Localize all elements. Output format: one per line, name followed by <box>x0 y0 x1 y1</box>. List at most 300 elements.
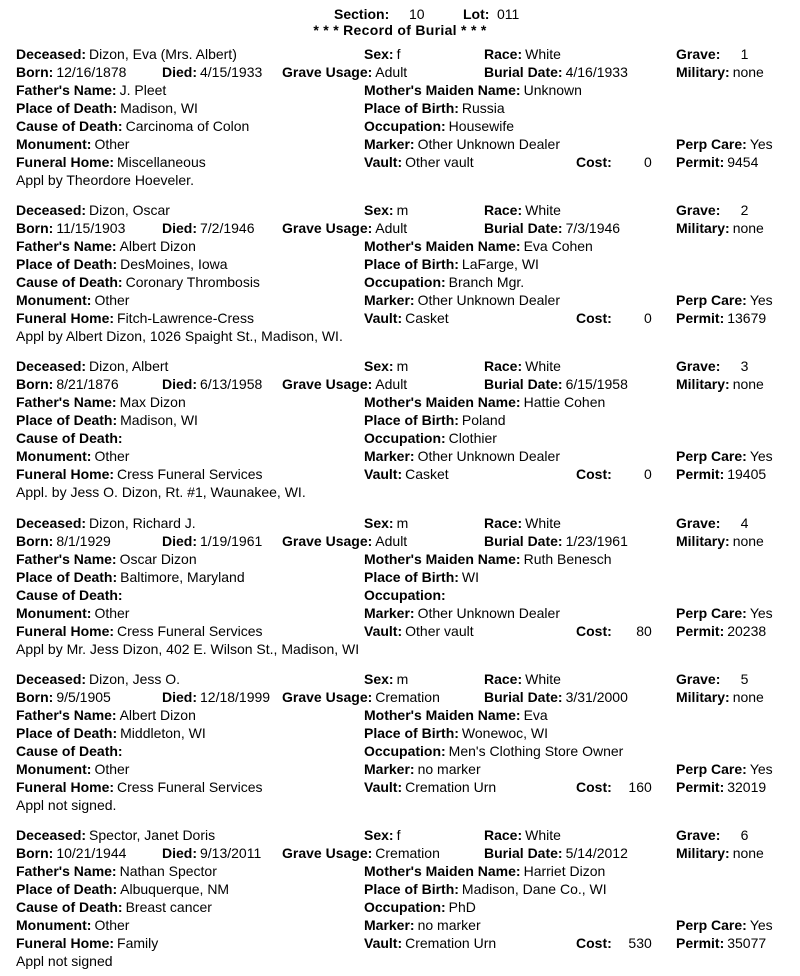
grave-usage-value: Adult <box>375 376 408 392</box>
born-label: Born: <box>16 845 54 861</box>
record-row <box>0 796 800 814</box>
permit-label: Permit: <box>676 466 725 482</box>
burial-date-value: 7/3/1946 <box>565 220 621 236</box>
race-label: Race: <box>484 358 523 374</box>
occupation-value: Clothier <box>448 430 497 446</box>
funeral-home-label: Funeral Home: <box>16 154 115 170</box>
record-row <box>0 640 800 658</box>
appl-text: Appl by Mr. Jess Dizon, 402 E. Wilson St., Madison, WI <box>16 641 360 657</box>
record-row <box>0 393 800 411</box>
grave-usage-label: Grave Usage: <box>282 689 373 705</box>
cost-field <box>576 778 652 796</box>
monument-value: Other <box>94 292 130 308</box>
monument-label: Monument: <box>16 605 92 621</box>
race-field <box>484 826 561 844</box>
sex-field <box>364 670 408 688</box>
place-of-death-label: Place of Death: <box>16 881 118 897</box>
grave-usage-label: Grave Usage: <box>282 220 373 236</box>
funeral-home-label: Funeral Home: <box>16 466 115 482</box>
place-of-death-label: Place of Death: <box>16 569 118 585</box>
funeral-home-label: Funeral Home: <box>16 310 115 326</box>
burial-date-value: 6/15/1958 <box>565 376 628 392</box>
grave-value: 3 <box>740 358 749 374</box>
race-label: Race: <box>484 202 523 218</box>
place-of-death-value: Madison, WI <box>120 412 198 428</box>
place-of-death-label: Place of Death: <box>16 256 118 272</box>
mothers-maiden-name-field <box>364 862 605 880</box>
deceased-value: Dizon, Richard J. <box>89 515 196 531</box>
place-of-birth-value: Poland <box>461 412 506 428</box>
place-of-death-field <box>16 568 245 586</box>
appl-text: Appl by Albert Dizon, 1026 Spaight St., Madison, WI. <box>16 328 343 344</box>
perp-care-value: Yes <box>749 136 773 152</box>
record-row <box>0 273 800 291</box>
occupation-field <box>364 742 623 760</box>
military-value: none <box>732 64 764 80</box>
cause-of-death-field <box>16 117 249 135</box>
fathers-name-label: Father's Name: <box>16 551 117 567</box>
cost-value: 0 <box>643 310 652 326</box>
military-field <box>676 219 764 237</box>
born-label: Born: <box>16 533 54 549</box>
military-label: Military: <box>676 64 730 80</box>
sex-field <box>364 826 400 844</box>
marker-field <box>364 760 481 778</box>
military-value: none <box>732 376 764 392</box>
born-field <box>16 375 119 393</box>
record-row <box>0 688 800 706</box>
perp-care-field <box>676 760 773 778</box>
race-label: Race: <box>484 515 523 531</box>
record-row <box>0 171 800 189</box>
military-field <box>676 532 764 550</box>
cause-of-death-value: Breast cancer <box>125 899 212 915</box>
occupation-label: Occupation: <box>364 430 446 446</box>
fathers-name-field <box>16 237 196 255</box>
fathers-name-value: Albert Dizon <box>119 238 196 254</box>
record-row <box>0 952 800 970</box>
permit-value: 20238 <box>727 623 767 639</box>
cost-label: Cost: <box>576 310 612 326</box>
fathers-name-field <box>16 393 186 411</box>
deceased-value: Dizon, Albert <box>89 358 169 374</box>
grave-usage-value: Adult <box>375 220 408 236</box>
record-row <box>0 934 800 952</box>
monument-value: Other <box>94 605 130 621</box>
race-field <box>484 201 561 219</box>
died-value: 9/13/2011 <box>200 845 262 861</box>
burial-record <box>0 45 800 195</box>
burial-date-value: 5/14/2012 <box>565 845 628 861</box>
born-value: 11/15/1903 <box>56 220 126 236</box>
vault-value: Cremation Urn <box>405 779 497 795</box>
record-row <box>0 622 800 640</box>
place-of-birth-value: Russia <box>461 100 505 116</box>
place-of-birth-label: Place of Birth: <box>364 100 459 116</box>
fathers-name-field <box>16 81 166 99</box>
cause-of-death-field <box>16 742 126 760</box>
place-of-birth-label: Place of Birth: <box>364 881 459 897</box>
sex-field <box>364 514 408 532</box>
occupation-value: Men's Clothing Store Owner <box>448 743 624 759</box>
marker-label: Marker: <box>364 448 415 464</box>
occupation-value: PhD <box>448 899 476 915</box>
deceased-label: Deceased: <box>16 202 87 218</box>
sex-field <box>364 357 408 375</box>
grave-value: 5 <box>740 671 749 687</box>
grave-usage-field <box>282 219 407 237</box>
marker-field <box>364 604 560 622</box>
military-label: Military: <box>676 689 730 705</box>
record-row <box>0 916 800 934</box>
grave-value: 2 <box>740 202 749 218</box>
vault-label: Vault: <box>364 310 403 326</box>
funeral-home-label: Funeral Home: <box>16 935 115 951</box>
mothers-maiden-name-field <box>364 550 612 568</box>
funeral-home-field <box>16 309 254 327</box>
place-of-death-label: Place of Death: <box>16 100 118 116</box>
burial-date-label: Burial Date: <box>484 64 563 80</box>
monument-label: Monument: <box>16 292 92 308</box>
record-row <box>0 447 800 465</box>
race-value: White <box>525 202 561 218</box>
marker-field <box>364 916 481 934</box>
burial-record <box>0 201 800 351</box>
vault-value: Casket <box>405 310 449 326</box>
cost-label: Cost: <box>576 154 612 170</box>
deceased-value: Dizon, Jess O. <box>89 671 181 687</box>
monument-value: Other <box>94 136 130 152</box>
burial-date-label: Burial Date: <box>484 220 563 236</box>
vault-value: Other vault <box>405 623 474 639</box>
vault-value: Casket <box>405 466 449 482</box>
cost-value: 0 <box>643 154 652 170</box>
military-field <box>676 375 764 393</box>
cause-of-death-value: Carcinoma of Colon <box>125 118 250 134</box>
monument-field <box>16 916 129 934</box>
fathers-name-label: Father's Name: <box>16 863 117 879</box>
race-value: White <box>525 358 561 374</box>
permit-label: Permit: <box>676 935 725 951</box>
cost-field <box>576 934 652 952</box>
record-row <box>0 898 800 916</box>
place-of-birth-label: Place of Birth: <box>364 412 459 428</box>
perp-care-value: Yes <box>749 761 773 777</box>
record-row <box>0 291 800 309</box>
vault-field <box>364 622 474 640</box>
vault-label: Vault: <box>364 935 403 951</box>
sex-label: Sex: <box>364 671 394 687</box>
occupation-label: Occupation: <box>364 274 446 290</box>
record-row <box>0 514 800 532</box>
marker-value: no marker <box>417 761 481 777</box>
occupation-field <box>364 586 449 604</box>
mothers-maiden-name-label: Mother's Maiden Name: <box>364 707 521 723</box>
perp-care-label: Perp Care: <box>676 605 747 621</box>
place-of-birth-field <box>364 411 506 429</box>
grave-usage-value: Adult <box>375 533 408 549</box>
place-of-death-value: Madison, WI <box>120 100 198 116</box>
cost-field <box>576 465 652 483</box>
deceased-label: Deceased: <box>16 515 87 531</box>
military-value: none <box>732 689 764 705</box>
mothers-maiden-name-label: Mother's Maiden Name: <box>364 238 521 254</box>
record-row <box>0 63 800 81</box>
place-of-birth-value: Madison, Dane Co., WI <box>461 881 607 897</box>
born-field <box>16 844 126 862</box>
grave-field <box>676 826 748 844</box>
funeral-home-value: Family <box>117 935 159 951</box>
cause-of-death-field <box>16 273 260 291</box>
mothers-maiden-name-value: Hattie Cohen <box>523 394 606 410</box>
cost-label: Cost: <box>576 779 612 795</box>
record-row <box>0 237 800 255</box>
deceased-field <box>16 670 180 688</box>
grave-value: 6 <box>740 827 749 843</box>
died-field <box>162 844 261 862</box>
mothers-maiden-name-field <box>364 237 593 255</box>
vault-field <box>364 778 496 796</box>
record-row <box>0 255 800 273</box>
grave-field <box>676 45 748 63</box>
permit-value: 32019 <box>727 779 767 795</box>
deceased-field <box>16 357 168 375</box>
fathers-name-value: Max Dizon <box>119 394 186 410</box>
burial-record <box>0 357 800 507</box>
funeral-home-field <box>16 778 263 796</box>
cause-of-death-field <box>16 898 212 916</box>
sex-field <box>364 45 400 63</box>
died-value: 12/18/1999 <box>200 689 271 705</box>
record-row <box>0 117 800 135</box>
died-field <box>162 375 262 393</box>
monument-value: Other <box>94 448 130 464</box>
sex-label: Sex: <box>364 827 394 843</box>
grave-usage-value: Adult <box>375 64 408 80</box>
permit-label: Permit: <box>676 779 725 795</box>
race-field <box>484 357 561 375</box>
born-value: 8/1/1929 <box>56 533 111 549</box>
place-of-death-value: Baltimore, Maryland <box>120 569 245 585</box>
marker-label: Marker: <box>364 917 415 933</box>
section-label: Section: <box>334 6 390 22</box>
cost-field <box>576 309 652 327</box>
grave-usage-field <box>282 375 407 393</box>
monument-field <box>16 135 129 153</box>
military-value: none <box>732 533 764 549</box>
record-row <box>0 219 800 237</box>
appl-text: Appl by Theordore Hoeveler. <box>16 172 194 188</box>
occupation-label: Occupation: <box>364 743 446 759</box>
perp-care-value: Yes <box>749 605 773 621</box>
place-of-birth-label: Place of Birth: <box>364 256 459 272</box>
deceased-field <box>16 45 237 63</box>
born-value: 8/21/1876 <box>56 376 119 392</box>
sex-value: m <box>396 515 409 531</box>
deceased-label: Deceased: <box>16 671 87 687</box>
cost-value: 80 <box>636 623 652 639</box>
military-label: Military: <box>676 845 730 861</box>
place-of-death-field <box>16 411 198 429</box>
occupation-field <box>364 429 497 447</box>
died-value: 4/15/1933 <box>200 64 263 80</box>
record-row <box>0 706 800 724</box>
fathers-name-label: Father's Name: <box>16 707 117 723</box>
funeral-home-field <box>16 465 263 483</box>
grave-value: 4 <box>740 515 749 531</box>
burial-date-label: Burial Date: <box>484 845 563 861</box>
vault-label: Vault: <box>364 623 403 639</box>
record-row <box>0 375 800 393</box>
funeral-home-value: Cress Funeral Services <box>117 623 263 639</box>
race-value: White <box>525 515 561 531</box>
marker-value: Other Unknown Dealer <box>417 605 560 621</box>
mothers-maiden-name-value: Harriet Dizon <box>523 863 606 879</box>
monument-label: Monument: <box>16 761 92 777</box>
mothers-maiden-name-label: Mother's Maiden Name: <box>364 863 521 879</box>
vault-field <box>364 934 496 952</box>
record-row <box>0 844 800 862</box>
funeral-home-value: Cress Funeral Services <box>117 779 263 795</box>
place-of-birth-value: LaFarge, WI <box>461 256 539 272</box>
fathers-name-field <box>16 862 217 880</box>
monument-field <box>16 291 129 309</box>
appl-field <box>16 171 194 189</box>
race-label: Race: <box>484 46 523 62</box>
record-row <box>0 81 800 99</box>
marker-value: Other Unknown Dealer <box>417 136 560 152</box>
record-row <box>0 357 800 375</box>
marker-label: Marker: <box>364 292 415 308</box>
grave-field <box>676 357 748 375</box>
vault-label: Vault: <box>364 466 403 482</box>
funeral-home-value: Fitch-Lawrence-Cress <box>117 310 254 326</box>
occupation-value: Housewife <box>448 118 515 134</box>
cost-label: Cost: <box>576 466 612 482</box>
sex-label: Sex: <box>364 515 394 531</box>
military-label: Military: <box>676 220 730 236</box>
military-label: Military: <box>676 533 730 549</box>
born-field <box>16 532 111 550</box>
died-label: Died: <box>162 533 197 549</box>
mothers-maiden-name-value: Eva Cohen <box>523 238 593 254</box>
military-field <box>676 688 764 706</box>
burial-record <box>0 514 800 664</box>
cost-label: Cost: <box>576 623 612 639</box>
marker-value: Other Unknown Dealer <box>417 292 560 308</box>
place-of-birth-label: Place of Birth: <box>364 725 459 741</box>
grave-label: Grave: <box>676 358 721 374</box>
marker-field <box>364 135 560 153</box>
fathers-name-value: Nathan Spector <box>119 863 217 879</box>
appl-field <box>16 327 343 345</box>
page-header <box>0 5 800 37</box>
perp-care-label: Perp Care: <box>676 761 747 777</box>
perp-care-label: Perp Care: <box>676 136 747 152</box>
place-of-death-value: DesMoines, Iowa <box>120 256 228 272</box>
cost-label: Cost: <box>576 935 612 951</box>
cause-of-death-label: Cause of Death: <box>16 743 123 759</box>
vault-field <box>364 309 449 327</box>
died-label: Died: <box>162 376 197 392</box>
perp-care-field <box>676 447 773 465</box>
record-row <box>0 724 800 742</box>
record-row <box>0 586 800 604</box>
born-label: Born: <box>16 376 54 392</box>
died-field <box>162 63 262 81</box>
fathers-name-value: J. Pleet <box>119 82 167 98</box>
perp-care-field <box>676 291 773 309</box>
grave-usage-field <box>282 532 407 550</box>
monument-label: Monument: <box>16 448 92 464</box>
perp-care-label: Perp Care: <box>676 917 747 933</box>
race-value: White <box>525 827 561 843</box>
perp-care-field <box>676 135 773 153</box>
fathers-name-field <box>16 550 197 568</box>
permit-label: Permit: <box>676 154 725 170</box>
died-label: Died: <box>162 220 197 236</box>
permit-value: 19405 <box>727 466 767 482</box>
record-row <box>0 880 800 898</box>
appl-text: Appl not signed <box>16 953 113 969</box>
perp-care-label: Perp Care: <box>676 292 747 308</box>
military-value: none <box>732 220 764 236</box>
place-of-death-field <box>16 99 198 117</box>
deceased-field <box>16 826 215 844</box>
perp-care-value: Yes <box>749 917 773 933</box>
vault-label: Vault: <box>364 154 403 170</box>
grave-label: Grave: <box>676 827 721 843</box>
marker-label: Marker: <box>364 605 415 621</box>
burial-date-field <box>484 688 628 706</box>
document-title: * * * Record of Burial * * * <box>313 22 487 38</box>
funeral-home-value: Cress Funeral Services <box>117 466 263 482</box>
deceased-label: Deceased: <box>16 358 87 374</box>
grave-usage-label: Grave Usage: <box>282 533 373 549</box>
born-field <box>16 219 125 237</box>
mothers-maiden-name-field <box>364 393 605 411</box>
vault-value: Cremation Urn <box>405 935 497 951</box>
grave-field <box>676 514 748 532</box>
marker-field <box>364 291 560 309</box>
funeral-home-label: Funeral Home: <box>16 623 115 639</box>
marker-label: Marker: <box>364 761 415 777</box>
vault-value: Other vault <box>405 154 474 170</box>
burial-date-value: 4/16/1933 <box>565 64 628 80</box>
place-of-birth-field <box>364 724 548 742</box>
perp-care-field <box>676 604 773 622</box>
born-value: 12/16/1878 <box>56 64 127 80</box>
grave-label: Grave: <box>676 515 721 531</box>
burial-record <box>0 670 800 820</box>
marker-value: no marker <box>417 917 481 933</box>
burial-date-label: Burial Date: <box>484 533 563 549</box>
burial-date-field <box>484 844 628 862</box>
record-row <box>0 742 800 760</box>
mothers-maiden-name-value: Unknown <box>523 82 582 98</box>
record-row <box>0 550 800 568</box>
permit-value: 35077 <box>727 935 767 951</box>
born-label: Born: <box>16 220 54 236</box>
died-label: Died: <box>162 689 197 705</box>
died-field <box>162 688 270 706</box>
record-row <box>0 45 800 63</box>
place-of-birth-field <box>364 880 607 898</box>
died-value: 7/2/1946 <box>200 220 255 236</box>
mothers-maiden-name-value: Eva <box>523 707 548 723</box>
burial-date-field <box>484 532 628 550</box>
record-row <box>0 411 800 429</box>
